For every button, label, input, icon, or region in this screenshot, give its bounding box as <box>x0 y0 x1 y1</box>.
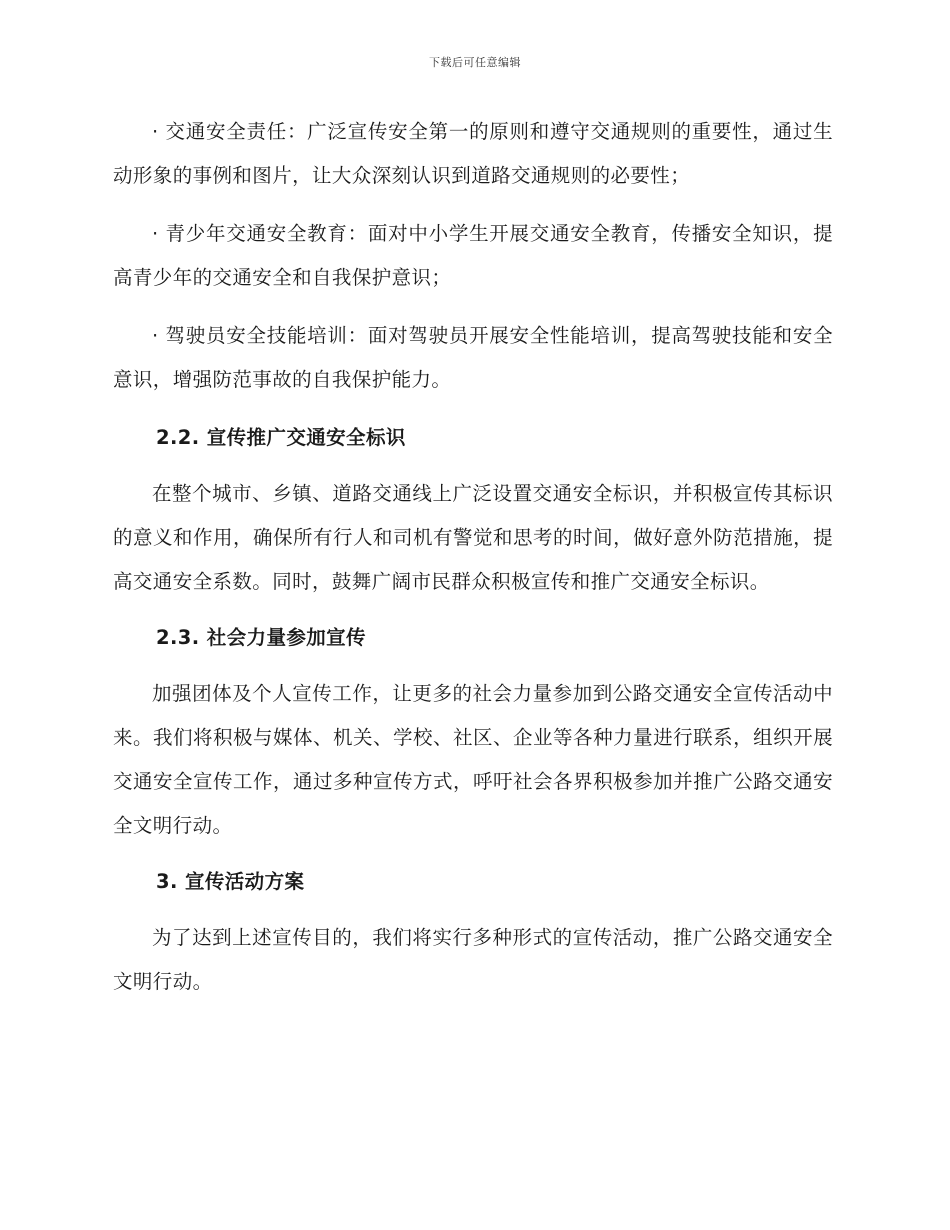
document-body <box>113 110 833 1016</box>
paragraph-safety-signs: 在整个城市、乡镇、道路交通线上广泛设置交通安全标识，并积极宣传其标识的意义和作用，确保所有行人和司机有警觉和思考的时间，做好意外防范措施，提高交通安全系数。同时，鼓舞广阔市民群众积极宣传和推广交通安全标识。 <box>113 482 833 593</box>
section-heading-2-2: 2.2. 宣传推广交通安全标识 <box>156 426 406 449</box>
bullet-traffic-safety-responsibility: · 交通安全责任：广泛宣传安全第一的原则和遵守交通规则的重要性，通过生动形象的事例和图片，让大众深刻认识到道路交通规则的必要性； <box>113 120 833 187</box>
bullet-youth-safety-education: · 青少年交通安全教育：面对中小学生开展交通安全教育，传播安全知识，提高青少年的交通安全和自我保护意识； <box>113 222 833 289</box>
page-header: 下载后可任意编辑 <box>429 56 521 69</box>
bullet-driver-skill-training: · 驾驶员安全技能培训：面对驾驶员开展安全性能培训，提高驾驶技能和安全意识，增强防范事故的自我保护能力。 <box>113 324 833 391</box>
paragraph-activity-plan: 为了达到上述宣传目的，我们将实行多种形式的宣传活动，推广公路交通安全文明行动。 <box>113 926 833 993</box>
paragraph-social-forces: 加强团体及个人宣传工作，让更多的社会力量参加到公路交通安全宣传活动中来。我们将积极与媒体、机关、学校、社区、企业等各种力量进行联系，组织开展交通安全宣传工作，通过多种宣传方式，呼吁社会各界积极参加并推广公路交通安全文明行动。 <box>113 682 833 837</box>
section-heading-3: 3. 宣传活动方案 <box>156 870 305 893</box>
section-heading-2-3: 2.3. 社会力量参加宣传 <box>156 626 366 649</box>
